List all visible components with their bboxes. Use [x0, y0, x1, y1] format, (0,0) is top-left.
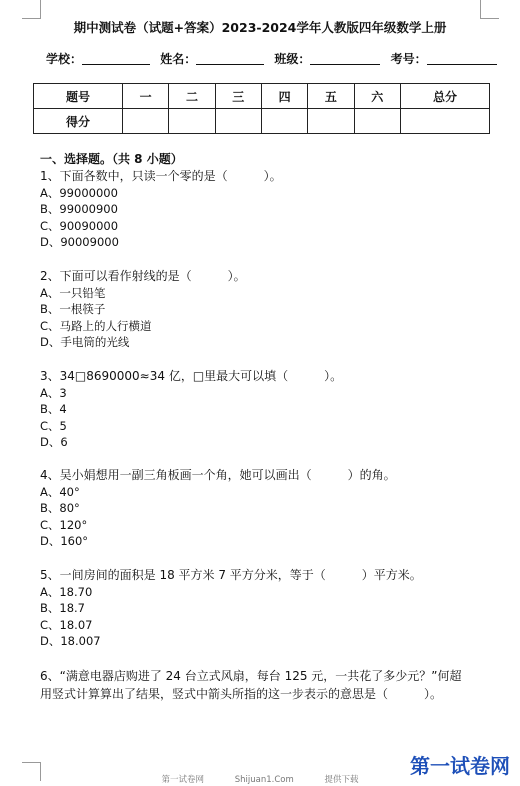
score-cell[interactable] — [261, 109, 307, 134]
class-label: 班级： — [274, 52, 311, 66]
score-cell[interactable] — [215, 109, 261, 134]
score-cell[interactable] — [400, 109, 489, 134]
option: B、一根筷子 — [40, 302, 106, 316]
option: D、18.007 — [40, 634, 101, 648]
score-header-cell: 题号 — [34, 84, 123, 109]
question-1 — [40, 168, 282, 251]
option: A、3 — [40, 385, 67, 400]
question-stem: 5、一间房间的面积是 18 平方米 7 平方分米，等于（ ）平方米。 — [40, 568, 422, 582]
question-stem: 4、吴小娟想用一副三角板画一个角，她可以画出（ ）的角。 — [40, 468, 396, 482]
option: D、160° — [40, 534, 89, 548]
option: C、18.07 — [40, 617, 93, 632]
score-header-cell: 六 — [354, 84, 400, 109]
footer-site-name: 第一试卷网 — [161, 775, 205, 785]
brand-watermark: 第一试卷网 — [410, 754, 510, 778]
question-5 — [40, 567, 422, 650]
score-header-cell: 三 — [215, 84, 261, 109]
option: D、6 — [40, 435, 68, 449]
question-4 — [40, 467, 396, 550]
question-stem: 2、下面可以看作射线的是（ ）。 — [40, 269, 246, 283]
question-stem: 3、34□8690000≈34 亿，□里最大可以填（ ）。 — [40, 369, 343, 383]
option: D、90009000 — [40, 235, 119, 249]
score-table — [33, 83, 490, 134]
footer-download-note: 提供下载 — [324, 775, 359, 785]
page-title: 期中测试卷（试题+答案）2023-2024学年人教版四年级数学上册 — [73, 20, 447, 35]
score-header-cell: 一 — [123, 84, 169, 109]
name-blank[interactable] — [196, 52, 264, 65]
option: A、99000000 — [40, 185, 118, 200]
option: B、99000900 — [40, 202, 118, 216]
question-6 — [40, 667, 462, 703]
option: A、一只铅笔 — [40, 285, 106, 300]
exam-no-label: 考号： — [390, 52, 427, 66]
option: A、40° — [40, 484, 80, 499]
score-cell[interactable] — [308, 109, 354, 134]
school-label: 学校： — [46, 52, 83, 66]
crop-mark-top-right — [480, 0, 499, 19]
option: C、马路上的人行横道 — [40, 318, 152, 333]
score-cell[interactable] — [123, 109, 169, 134]
option: A、18.70 — [40, 584, 93, 599]
option: D、手电筒的光线 — [40, 335, 130, 349]
score-header-cell: 四 — [261, 84, 307, 109]
option: B、80° — [40, 501, 80, 515]
score-table-row — [34, 109, 490, 134]
school-blank[interactable] — [82, 52, 150, 65]
question-stem-continued: 用竖式计算算出了结果，竖式中箭头所指的这一步表示的意思是（ ）。 — [40, 687, 443, 701]
question-stem: 1、下面各数中，只读一个零的是（ ）。 — [40, 169, 282, 183]
student-info-line — [46, 50, 497, 67]
question-3 — [40, 368, 342, 451]
score-table-header-row — [34, 84, 490, 109]
score-header-cell: 二 — [169, 84, 215, 109]
name-label: 姓名： — [160, 52, 197, 66]
score-cell[interactable] — [169, 109, 215, 134]
exam-no-blank[interactable] — [427, 52, 497, 65]
score-cell[interactable] — [354, 109, 400, 134]
option: C、5 — [40, 418, 67, 433]
option: B、4 — [40, 402, 67, 416]
option: C、120° — [40, 517, 88, 532]
score-header-cell: 五 — [308, 84, 354, 109]
crop-mark-top-left — [22, 0, 41, 19]
score-header-cell: 总分 — [400, 84, 489, 109]
class-blank[interactable] — [310, 52, 380, 65]
question-2 — [40, 268, 246, 351]
section-heading: 一、选择题。（共 8 小题） — [40, 152, 183, 166]
option: B、18.7 — [40, 601, 85, 615]
score-row-label: 得分 — [34, 109, 123, 134]
option: C、90090000 — [40, 218, 119, 233]
question-stem: 6、“满意电器店购进了 24 台立式风扇，每台 125 元，一共花了多少元？”何超 — [40, 669, 462, 683]
footer-site-url[interactable]: Shijuan1.Com — [234, 775, 294, 785]
